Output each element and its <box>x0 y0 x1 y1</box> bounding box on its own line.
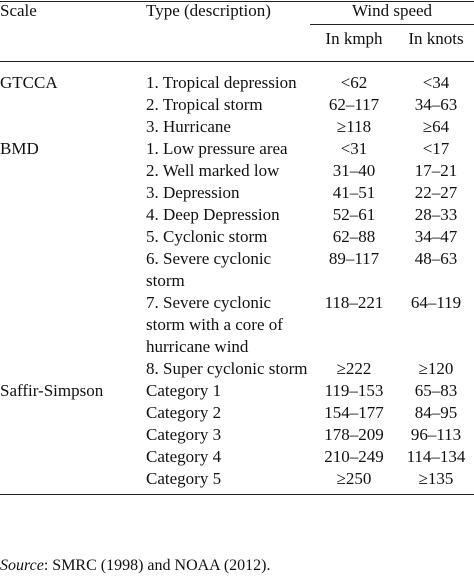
speed-kmph: 154–177 <box>324 403 384 422</box>
speed-kmph: ≥118 <box>336 117 372 136</box>
scale-empty <box>0 402 140 424</box>
speed-kmph: <31 <box>340 139 368 158</box>
scale-empty <box>0 468 140 490</box>
header-wind-speed: Wind speed <box>351 1 433 20</box>
top-rule <box>0 1 474 2</box>
speed-knots: 34–47 <box>414 227 458 246</box>
speed-knots: 34–63 <box>414 95 458 114</box>
scale-empty <box>0 182 140 204</box>
table-row <box>0 116 474 138</box>
speed-knots: ≥120 <box>418 359 454 378</box>
scale-empty <box>0 204 140 226</box>
speed-kmph: <62 <box>340 73 368 92</box>
table-row <box>0 468 474 490</box>
scale-empty <box>0 424 140 446</box>
table-body <box>0 72 474 490</box>
table-row <box>0 424 474 446</box>
speed-kmph: 41–51 <box>332 183 376 202</box>
table-row <box>0 138 474 160</box>
type-description: 3. Depression <box>146 183 240 202</box>
speed-kmph: 52–61 <box>332 205 376 224</box>
type-description: 7. Severe cyclonic storm with a core of hurricane wind <box>146 293 283 356</box>
speed-knots: 17–21 <box>414 161 458 180</box>
type-description: 6. Severe cyclonic storm <box>146 249 272 290</box>
speed-knots: 84–95 <box>414 403 458 422</box>
scale-empty <box>0 94 140 116</box>
wind-speed-subrule <box>310 24 474 25</box>
scale-name: Saffir-Simpson <box>0 381 104 400</box>
table-row <box>0 402 474 424</box>
speed-knots: ≥64 <box>422 117 450 136</box>
speed-kmph: ≥222 <box>336 359 372 378</box>
table-row <box>0 248 474 292</box>
scale-empty <box>0 292 140 358</box>
header-knots: In knots <box>408 29 464 48</box>
speed-knots: ≥135 <box>418 469 454 488</box>
table-row <box>0 94 474 116</box>
header-scale: Scale <box>0 1 37 20</box>
scale-empty <box>0 226 140 248</box>
table-row <box>0 160 474 182</box>
type-description: 8. Super cyclonic storm <box>146 359 308 378</box>
speed-knots: <34 <box>422 73 450 92</box>
speed-kmph: 89–117 <box>328 249 380 268</box>
scale-empty <box>0 116 140 138</box>
type-description: 4. Deep Depression <box>146 205 280 224</box>
type-description: Category 4 <box>146 447 222 466</box>
source-label: Source <box>0 557 44 574</box>
speed-kmph: 118–221 <box>324 293 384 312</box>
speed-kmph: ≥250 <box>336 469 372 488</box>
speed-knots: 114–134 <box>406 447 466 466</box>
speed-knots: <17 <box>422 139 450 158</box>
header-kmph: In kmph <box>325 29 383 48</box>
type-description: Category 1 <box>146 381 222 400</box>
speed-kmph: 178–209 <box>324 425 384 444</box>
type-description: 5. Cyclonic storm <box>146 227 268 246</box>
type-description: 3. Hurricane <box>146 117 231 136</box>
scale-empty <box>0 160 140 182</box>
scale-empty <box>0 248 140 292</box>
bottom-rule <box>0 494 474 495</box>
speed-kmph: 31–40 <box>332 161 376 180</box>
table-row <box>0 292 474 358</box>
speed-kmph: 62–88 <box>332 227 376 246</box>
speed-knots: 48–63 <box>414 249 458 268</box>
table-row <box>0 204 474 226</box>
scale-empty <box>0 446 140 468</box>
table-row <box>0 380 474 402</box>
speed-knots: 96–113 <box>410 425 462 444</box>
type-description: 1. Tropical depression <box>146 73 297 92</box>
table-row <box>0 446 474 468</box>
scale-name: GTCCA <box>0 73 58 92</box>
speed-kmph: 62–117 <box>328 95 380 114</box>
speed-knots: 65–83 <box>414 381 458 400</box>
type-description: Category 3 <box>146 425 222 444</box>
speed-knots: 28–33 <box>414 205 458 224</box>
type-description: 1. Low pressure area <box>146 139 288 158</box>
type-description: Category 2 <box>146 403 222 422</box>
header-type: Type (description) <box>146 1 271 20</box>
source-note <box>0 556 271 576</box>
speed-knots: 22–27 <box>414 183 458 202</box>
scale-name: BMD <box>0 139 39 158</box>
scale-empty <box>0 358 140 380</box>
table-row <box>0 226 474 248</box>
type-description: 2. Well marked low <box>146 161 280 180</box>
type-description: Category 5 <box>146 469 222 488</box>
table-row <box>0 72 474 94</box>
speed-knots: 64–119 <box>410 293 462 312</box>
type-description: 2. Tropical storm <box>146 95 263 114</box>
speed-kmph: 210–249 <box>324 447 384 466</box>
table-row <box>0 182 474 204</box>
header-rule <box>0 61 474 62</box>
table-row <box>0 358 474 380</box>
source-text: : SMRC (1998) and NOAA (2012). <box>43 557 271 574</box>
speed-kmph: 119–153 <box>324 381 384 400</box>
